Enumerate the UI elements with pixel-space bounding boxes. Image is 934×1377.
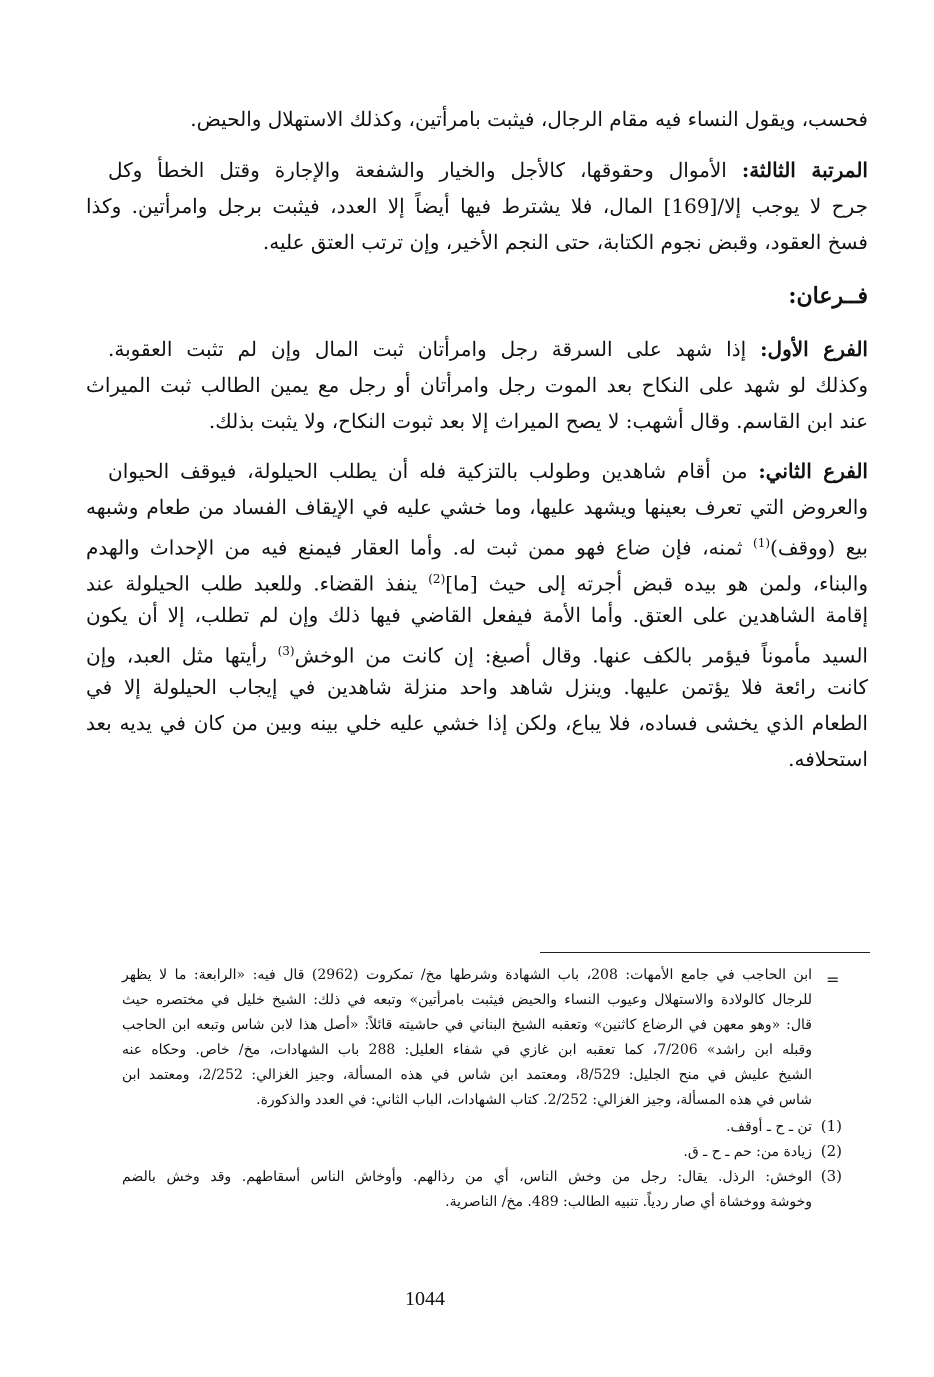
text-line: إقامة الشاهدين على العتق. وأما الأمة فيفعل القاضي فيها ذلك وإن لم تطلب، إلا أن يكون xyxy=(86,603,869,627)
footnote-number: (2) xyxy=(820,1142,842,1160)
footnote-line: وخوشة ووخشاة أي صار ردياً. تنبيه الطالب: 489. مخ/ الناصرية. xyxy=(445,1194,812,1210)
text-line: والعروض التي تعرف بعينها ويشهد عليها، وما خشي عليه في الإيقاف الفساد من طعام وشبهه xyxy=(86,495,868,519)
text: ينفذ القضاء. وللعبد طلب الحيلولة عند xyxy=(86,571,429,596)
page-number: 1044 xyxy=(405,1288,445,1310)
footnote-line: للرجال كالولادة والاستهلال وعيوب النساء والحيض فيثبت بامرأتين» وتبعه في ذلك: الشيخ خليل في مختصره حيث xyxy=(122,992,812,1008)
text-line xyxy=(108,155,868,185)
text-line: جرح لا يوجب إلا/[169] المال، فلا يشترط فيها أيضاً إلا العدد، فيثبت برجل وامرأتين. وكذا xyxy=(86,194,868,218)
footnote-ref[interactable]: (1) xyxy=(753,536,771,550)
text-line xyxy=(86,564,868,599)
text: رأيتها مثل العبد، وإن xyxy=(86,643,278,668)
section-title: الفرع الثاني: xyxy=(758,459,868,483)
section-title: الفرع الأول: xyxy=(760,337,868,361)
text-line: عند ابن القاسم. وقال أشهب: لا يصح الميراث إلا بعد ثبوت النكاح، ولا يثبت بذلك. xyxy=(208,409,868,433)
footnote-line: زيادة من: حم ـ ح ـ ق. xyxy=(683,1144,812,1160)
text: السيد مأموناً فيؤمر بالكف عنها. وقال أصبغ: إن كانت من الوخش xyxy=(294,643,868,668)
footnote-line: شاس في هذه المسألة، وجيز الغزالي: 2/252. كتاب الشهادات، الباب الثاني: في العدد والذكورة. xyxy=(256,1092,812,1108)
footnote-line: تن ـ ح ـ أوقف. xyxy=(726,1119,812,1135)
text: من أقام شاهدين وطولب بالتزكية فله أن يطلب الحيلولة، فيوقف الحيوان xyxy=(108,459,759,483)
footnote-line: ابن الحاجب في جامع الأمهات: 208، باب الشهادة وشرطها مخ/ تمكروت (2962) قال فيه: «الرابعة: ما لا يظهر xyxy=(122,967,812,983)
section-title: المرتبة الثالثة: xyxy=(741,158,868,182)
heading: فــرعان: xyxy=(788,283,868,309)
text: الأموال وحقوقها، كالأجل والخيار والشفعة والإجارة وقتل الخطأ وكل xyxy=(108,158,742,182)
footnote-line: قال: «وهو معهن في الرضاع كاثنين» وتعقبه الشيخ البناني في حاشيته قائلاً: «أصل هذا لابن شاس وتبعه ابن الحاجب xyxy=(122,1017,813,1033)
text: إذا شهد على السرقة رجل وامرأتان ثبت المال وإن لم تثبت العقوبة. xyxy=(108,337,761,361)
footnote-separator xyxy=(540,952,870,953)
footnote-number: (1) xyxy=(820,1117,842,1135)
footnote-ref[interactable]: (2) xyxy=(428,572,446,586)
text-line xyxy=(108,456,868,486)
text-line xyxy=(86,528,868,563)
text: والبناء، ولمن هو بيده قبض أجرته إلى حيث [ما] xyxy=(445,571,868,596)
continuation-mark: = xyxy=(826,970,840,989)
text-line: فسخ العقود، وقبض نجوم الكتابة، حتى النجم الأخير، وإن ترتب العتق عليه. xyxy=(262,230,868,254)
text: ثمنه، فإن ضاع فهو ممن ثبت له. وأما العقار فيمنع فيه من الإحداث والهدم xyxy=(86,535,754,560)
text-line: الطعام الذي يخشى فساده، فلا يباع، ولكن إذا خشي عليه خلي بينه وبين من كان في يديه بعد xyxy=(86,711,868,735)
text-line: استحلافه. xyxy=(788,747,868,771)
text-line: كانت رائعة فلا يؤتمن عليها. وينزل شاهد واحد منزلة شاهدين في إيجاب الحيلولة إلا في xyxy=(86,675,868,699)
text-line: وكذلك لو شهد على النكاح بعد الموت رجل وامرأتان أو رجل مع يمين الطالب ثبت الميراث xyxy=(86,373,868,397)
footnote-line: الشيخ عليش في منح الجليل: 8/529، ومعتمد ابن شاس في هذه المسألة، وجيز الغزالي: 2/252، ومعتمد ابن xyxy=(122,1067,812,1083)
footnote-line: الوخش: الرذل. يقال: رجل من وخش الناس، أي من رذالهم. وأوخاش الناس أسقاطهم. وقد وخش بالضم xyxy=(122,1169,812,1185)
text-line: فحسب، ويقول النساء فيه مقام الرجال، فيثبت بامرأتين، وكذلك الاستهلال والحيض. xyxy=(190,107,868,131)
text: بيع (ووقف) xyxy=(770,535,868,560)
footnote-line: وقبله ابن راشد» 7/206، كما تعقبه ابن غازي في شفاء العليل: 288 باب الشهادات، مخ/ خاص. وحكاه عنه xyxy=(122,1042,813,1058)
footnote-number: (3) xyxy=(820,1167,842,1185)
text-line xyxy=(108,334,868,364)
footnote-ref[interactable]: (3) xyxy=(277,644,295,658)
text-line xyxy=(86,636,868,671)
